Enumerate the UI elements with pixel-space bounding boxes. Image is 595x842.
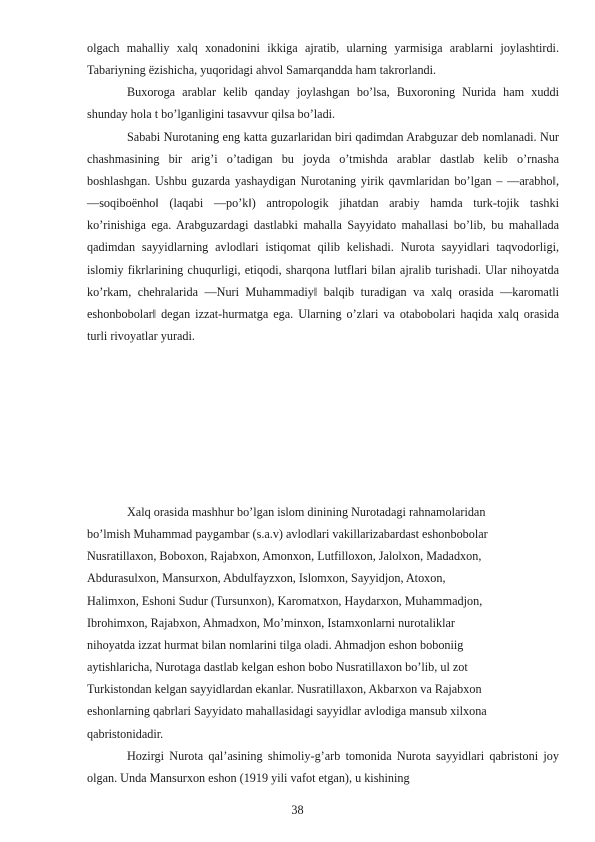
paragraph-3: Sababi Nurotaning eng katta guzarlaridan biri qadimdan Arabguzar deb nomlanadi. Nur chashmasining bir arig’i o’tadigan bu joyda o’tmishda arablar dastlab kelib o’rnasha boshlashgan. Ushbu guzarda yashaydigan Nurotaning yirik qavmlaridan bo’lgan – ―arabho‖, ―soqiboёnho‖ (laqabi ―po’k‖) antropologik jihatdan arabiy hamda turk-tojik tashki ko’rinishiga ega. Arabguzardagi dastlabki mahalla Sayyidato mahallasi bo’lib, bu mahallada qadimdan sayyidlarning avlodlari istiqomat qilib kelishadi. Nurota sayyidlari taqvodorligi, islomiy fikrlarining chuqurligi, etiqodi, sharqona lutflari bilan ajralib turishadi. Ular nihoyatda ko’rkam, chehralarida ―Nuri Muhammadiy‖ balqib turadigan va xalq orasida ―karomatli eshonbobolar‖ degan izzat-hurmatga ega. Ularning o’zlari va otabobolari haqida xalq orasida turli rivoyatlar yuradi. xyxy=(87,129,559,344)
paragraph-4-line: eshonlarning qabrlari Sayyidato mahallasidagi sayyidlar avlodiga mansub xilxona xyxy=(87,704,487,719)
paragraph-4-line: Nusratillaxon, Boboxon, Rajabxon, Amonxon, Lutfilloxon, Jalolxon, Madadxon, xyxy=(87,549,482,564)
paragraph-4-line: aytishlaricha, Nurotaga dastlab kelgan eshon bobo Nusratillaxon bo’lib, ul zot xyxy=(87,660,468,675)
paragraph-4-line: Xalq orasida mashhur bo’lgan islom dinining Nurotadagi rahnamolaridan xyxy=(127,505,486,519)
paragraph-5: Hozirgi Nurota qal’asining shimoliy-g’arb tomonida Nurota sayyidlari qabristoni joy olgan. Unda Mansurxon eshon (1919 yili vafot etgan), u kishining xyxy=(87,749,559,786)
paragraph-4-line: Halimxon, Eshoni Sudur (Tursunxon), Karomatxon, Haydarxon, Muhammadjon, xyxy=(87,593,483,608)
paragraph-4-line: Abdurasulxon, Mansurxon, Abdulfayzxon, Islomxon, Sayyidjon, Atoxon, xyxy=(87,571,446,586)
names-paragraph xyxy=(87,501,559,745)
paragraph-4-line: Ibrohimxon, Rajabxon, Ahmadxon, Mo’minxon, Istamxonlarni nurotaliklar xyxy=(87,615,455,630)
paragraph-4-line: Turkistondan kelgan sayyidlardan ekanlar. Nusratillaxon, Akbarxon va Rajabxon xyxy=(87,682,482,697)
paragraph-4-line: nihoyatda izzat hurmat bilan nomlarini tilga oladi. Ahmadjon eshon boboniig xyxy=(87,637,464,652)
paragraph-4-line: bo’lmish Muhammad paygambar (s.a.v) avlodlari vakillarizabardast eshonbobolar xyxy=(87,527,488,542)
page-number: 38 xyxy=(291,803,304,817)
paragraph-1: olgach mahalliy xalq xonadonini ikkiga ajratib, ularning yarmisiga arablarni joylashtirdi. Tabariyning ёzishicha, yuqoridagi ahvol Samarqandda ham takrorlandi. xyxy=(87,41,559,78)
text-block-top xyxy=(87,37,559,347)
paragraph-4-line: qabristonidadir. xyxy=(87,726,164,741)
paragraph-2: Buxoroga arablar kelib qanday joylashgan bo’lsa, Buxoroning Nurida ham xuddi shunday hola t bo’lganligini tasavvur qilsa bo’ladi. xyxy=(87,85,559,122)
text-block-bottom xyxy=(87,745,559,789)
